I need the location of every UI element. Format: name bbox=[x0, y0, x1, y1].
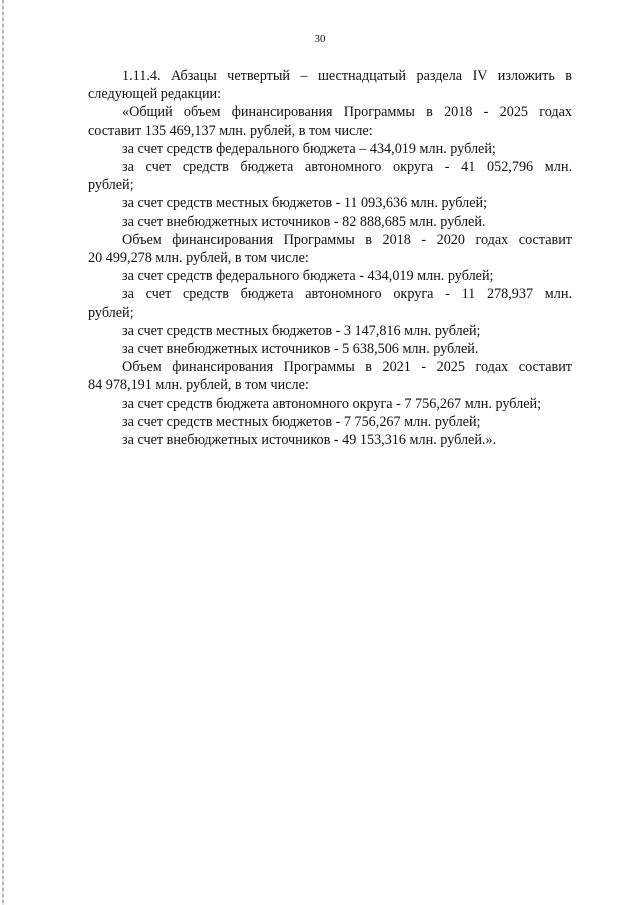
text-line: за счет средств местных бюджетов - 7 756,267 млн. рублей; bbox=[122, 413, 481, 430]
document-body bbox=[88, 67, 572, 449]
text-line: рублей; bbox=[88, 177, 134, 194]
text-line: 1.11.4. Абзацы четвертый – шестнадцатый раздела IV изложить в bbox=[122, 68, 572, 84]
text-line: рублей; bbox=[88, 304, 134, 321]
text-line: за счет внебюджетных источников - 49 153,316 млн. рублей.». bbox=[122, 432, 497, 449]
text-line: за счет внебюджетных источников - 82 888,685 млн. рублей. bbox=[122, 213, 486, 230]
text-line: 20 499,278 млн. рублей, в том числе: bbox=[88, 250, 309, 267]
text-line: 84 978,191 млн. рублей, в том числе: bbox=[88, 377, 309, 394]
text-line: «Общий объем финансирования Программы в 2018 - 2025 годах bbox=[122, 104, 572, 121]
text-line: Объем финансирования Программы в 2021 - 2025 годах составит bbox=[122, 359, 572, 376]
text-line: Объем финансирования Программы в 2018 - 2020 годах составит bbox=[122, 231, 572, 248]
text-line: за счет средств федерального бюджета - 434,019 млн. рублей; bbox=[122, 268, 494, 285]
text-line: составит 135 469,137 млн. рублей, в том числе: bbox=[88, 122, 373, 139]
text-line: за счет средств бюджета автономного округа - 7 756,267 млн. рублей; bbox=[122, 395, 542, 412]
text-line: за счет средств федерального бюджета – 434,019 млн. рублей; bbox=[122, 140, 496, 157]
scan-edge-artifact bbox=[2, 0, 4, 905]
page-number: 30 bbox=[314, 33, 326, 45]
text-line: за счет средств местных бюджетов - 11 093,636 млн. рублей; bbox=[122, 195, 488, 212]
text-line: за счет средств бюджета автономного округа - 41 052,796 млн. bbox=[122, 159, 572, 176]
text-line: за счет средств местных бюджетов - 3 147,816 млн. рублей; bbox=[122, 322, 481, 339]
text-line: за счет внебюджетных источников - 5 638,506 млн. рублей. bbox=[122, 341, 479, 358]
text-line: за счет средств бюджета автономного округа - 11 278,937 млн. bbox=[122, 286, 572, 303]
text-line: следующей редакции: bbox=[88, 86, 222, 103]
